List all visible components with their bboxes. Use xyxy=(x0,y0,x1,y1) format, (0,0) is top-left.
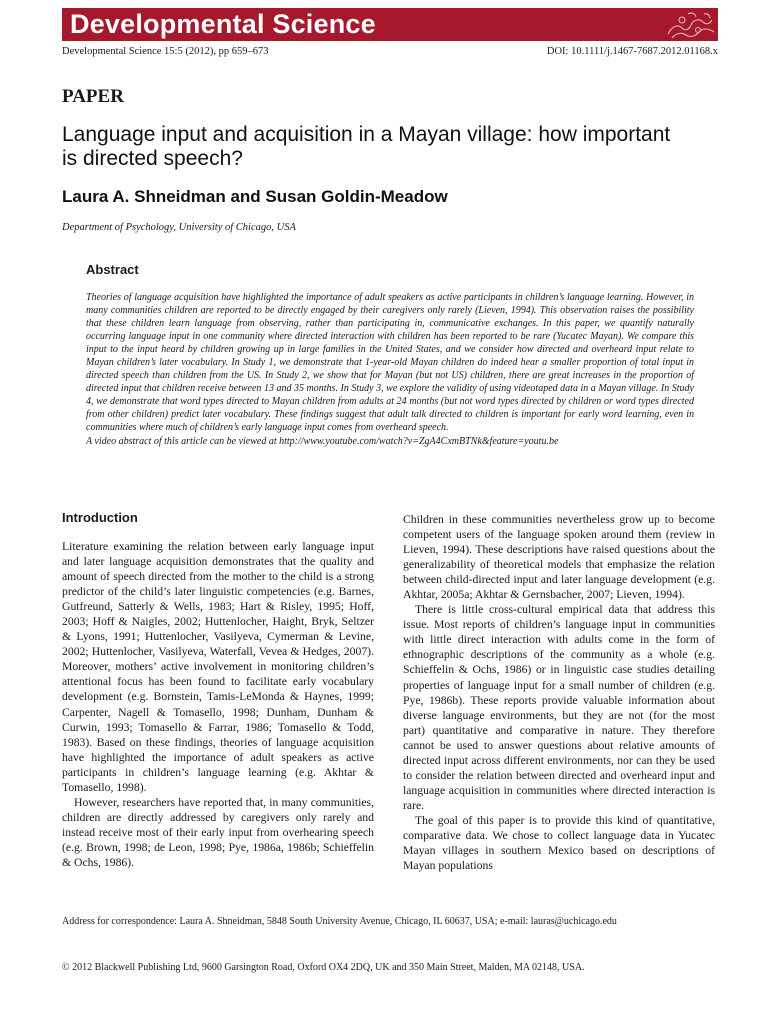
copyright-line: © 2012 Blackwell Publishing Ltd, 9600 Garsington Road, Oxford OX4 2DQ, UK and 350 Main Street, Malden, MA 02148, USA. xyxy=(62,962,585,973)
abstract xyxy=(86,291,694,448)
affiliation: Department of Psychology, University of Chicago, USA xyxy=(62,222,296,233)
abstract-text: Theories of language acquisition have highlighted the importance of adult speakers as active participants in children’s language learning. However, in many communities children are reported to be directly engaged by their caregivers only rarely (Lieven, 1994). This observation raises the possibility that these children learn language from observing, rather than participating in, communicative exchanges. In this paper, we quantify naturally occurring language input in one community where directed interaction with children has been reported to be rare (Yucatec Mayan). We compare this input to the input heard by children growing up in large families in the United States, and we consider how directed and overheard input relate to Mayan children’s later vocabulary. In Study 1, we demonstrate that 1-year-old Mayan children do indeed hear a smaller proportion of total input in directed speech than children from the US. In Study 2, we show that for Mayan (but not US) children, there are great increases in the proportion of directed input that children receive between 13 and 35 months. In Study 3, we explore the validity of using videotaped data in a Mayan village. In Study 4, we demonstrate that word types directed to Mayan children from adults at 24 months (but not word types directed by children or word types directed from other children) predict later vocabulary. These findings suggest that adult talk directed to children is important for early word learning, even in communities where much of children’s early language input comes from overheard speech. xyxy=(86,292,694,434)
section-label: PAPER xyxy=(62,86,124,107)
introduction-heading: Introduction xyxy=(62,510,138,525)
video-abstract-note: A video abstract of this article can be viewed at http://www.youtube.com/watch?v=ZgA4CxmBTNk&feature=youtu.be xyxy=(86,435,559,447)
paragraph: However, researchers have reported that, in many communities, children are directly addressed by caregivers only rarely and instead receive most of their early input from overhearing speech (e.g. Brown, 1998; de Leon, 1998; Pye, 1986a, 1986b; Schieffelin & Ochs, 1986). xyxy=(62,795,374,869)
right-column xyxy=(403,512,715,873)
paragraph: The goal of this paper is to provide this kind of quantitative, comparative data. We chose to collect language data in Yucatec Mayan villages in southern Mexico based on descriptions of Mayan populations xyxy=(403,813,715,873)
left-column xyxy=(62,510,374,870)
paragraph: Literature examining the relation between early language input and later language acquisition demonstrates that the quality and amount of speech directed from the mother to the child is a strong predictor of the child’s later linguistic competencies (e.g. Barnes, Gutfreund, Satterly & Wells, 1983; Hart & Risley, 1995; Hoff, 2003; Hoff & Naigles, 2002; Huttenlocher, Haight, Bryk, Seltzer & Lyons, 1991; Huttenlocher, Vasilyeva, Cymerman & Levine, 2002; Huttenlocher, Vasilyeva, Waterfall, Vevea & Hedges, 2007). Moreover, mothers’ active involvement in monitoring children’s attentional focus has been found to facilitate early vocabulary development (e.g. Bornstein, Tamis-LeMonda & Haynes, 1999; Carpenter, Nagell & Tomasello, 1998; Dunham, Dunham & Curwin, 1993; Tomasello & Farrar, 1986; Tomasello & Todd, 1983). Based on these findings, theories of language acquisition have highlighted the importance of adult speakers as active participants in children’s language learning (e.g. Akhtar & Tomasello, 1998). xyxy=(62,540,374,794)
citation: Developmental Science 15:5 (2012), pp 659–673 xyxy=(62,46,269,57)
authors: Laura A. Shneidman and Susan Goldin-Meadow xyxy=(62,187,448,206)
journal-banner xyxy=(62,8,718,41)
paragraph: Children in these communities nevertheless grow up to become competent users of the language spoken around them (review in Lieven, 1994). These descriptions have raised questions about the generalizability of theoretical models that emphasize the relation between child-directed input and later language development (e.g. Akhtar, 2005a; Akhtar & Gernsbacher, 2007; Lieven, 1994). xyxy=(403,513,715,602)
doi: DOI: 10.1111/j.1467-7687.2012.01168.x xyxy=(546,46,718,57)
journal-title: Developmental Science xyxy=(70,9,376,39)
journal-logo-icon xyxy=(658,8,718,41)
paragraph: There is little cross-cultural empirical data that address this issue. Most reports of children’s language input in communities with little direct interaction with adults come in the form of ethnographic descriptions of the community as a whole (e.g. Schieffelin & Ochs, 1986) or in linguistic case studies detailing properties of language input for a small number of children (e.g. Pye, 1986b). These reports provide valuable information about diverse language environments, but they are not (for the most part) quantitative and comparative in nature. They therefore cannot be used to answer questions about relative amounts of directed input across different environments, nor can they be used to consider the relation between directed and overheard input and language acquisition in communities where directed interaction is rare. xyxy=(403,603,715,812)
article-title: Language input and acquisition in a Mayan village: how important is directed speech? xyxy=(62,123,671,170)
correspondence-footnote: Address for correspondence: Laura A. Shneidman, 5848 South University Avenue, Chicago, IL 60637, USA; e-mail: lauras@uchicago.edu xyxy=(62,916,617,927)
abstract-heading: Abstract xyxy=(86,262,139,277)
